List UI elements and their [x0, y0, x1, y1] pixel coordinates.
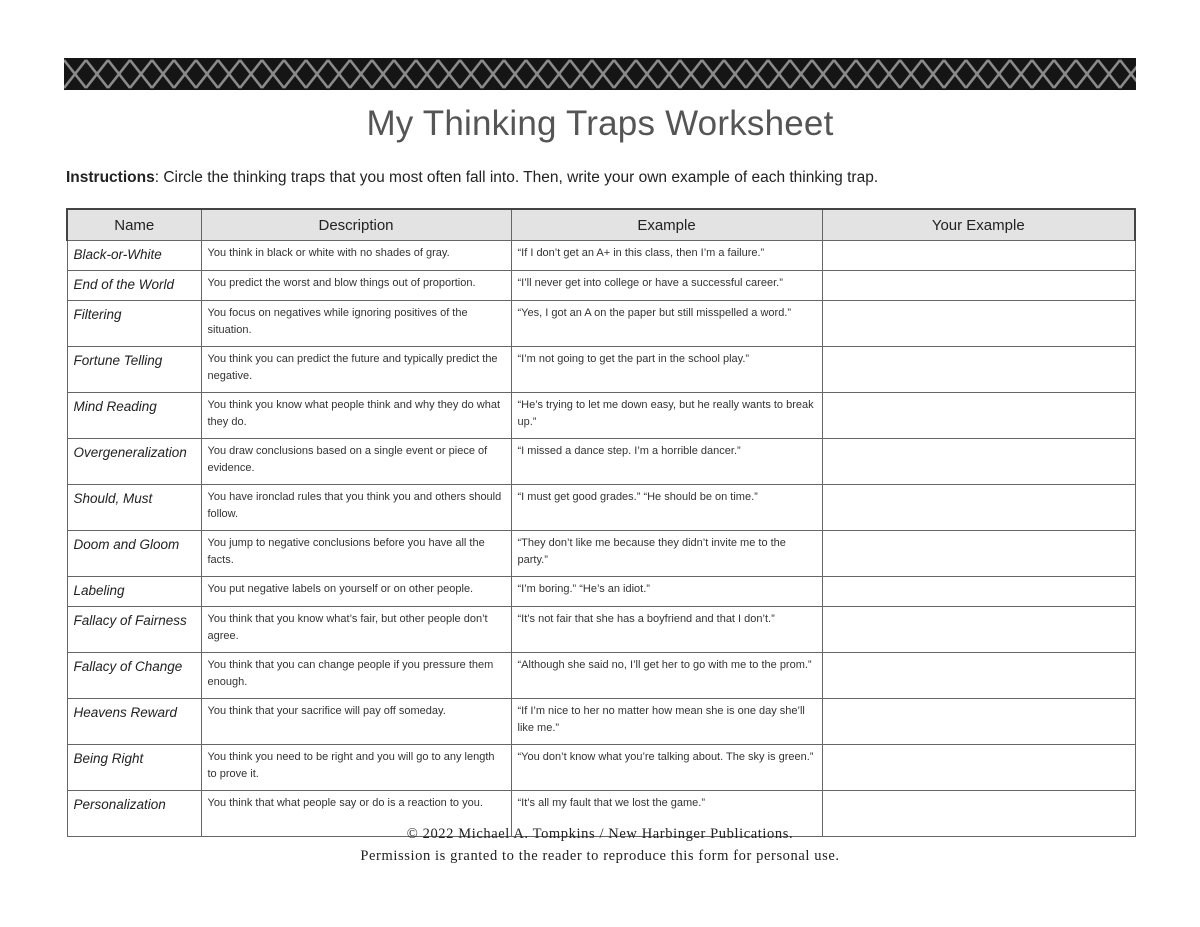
- trap-name: Filtering: [67, 301, 201, 347]
- header-description: Description: [201, 209, 511, 241]
- table-row: [67, 271, 1135, 301]
- trap-description: You think that your sacrifice will pay off someday.: [201, 699, 511, 745]
- trap-description: You have ironclad rules that you think you and others should follow.: [201, 485, 511, 531]
- trap-example: “Yes, I got an A on the paper but still misspelled a word.”: [511, 301, 822, 347]
- trap-name: Labeling: [67, 577, 201, 607]
- header-name: Name: [67, 209, 201, 241]
- trap-example: “If I don’t get an A+ in this class, then I’m a failure.”: [511, 241, 822, 271]
- your-example-field[interactable]: [822, 485, 1135, 531]
- trap-description: You jump to negative conclusions before you have all the facts.: [201, 531, 511, 577]
- instructions-label: Instructions: [66, 169, 155, 186]
- table-header-row: [67, 209, 1135, 241]
- trap-example: “You don’t know what you’re talking about. The sky is green.”: [511, 745, 822, 791]
- trap-example: “He’s trying to let me down easy, but he really wants to break up.”: [511, 393, 822, 439]
- table-row: [67, 485, 1135, 531]
- table-row: [67, 241, 1135, 271]
- trap-name: End of the World: [67, 271, 201, 301]
- your-example-field[interactable]: [822, 241, 1135, 271]
- table-row: [67, 745, 1135, 791]
- trap-description: You think you need to be right and you will go to any length to prove it.: [201, 745, 511, 791]
- your-example-field[interactable]: [822, 301, 1135, 347]
- your-example-field[interactable]: [822, 745, 1135, 791]
- trap-description: You put negative labels on yourself or on other people.: [201, 577, 511, 607]
- table-row: [67, 301, 1135, 347]
- trap-description: You think you know what people think and why they do what they do.: [201, 393, 511, 439]
- trap-name: Heavens Reward: [67, 699, 201, 745]
- trap-example: “It’s not fair that she has a boyfriend and that I don’t.”: [511, 607, 822, 653]
- trap-name: Personalization: [67, 791, 201, 837]
- trap-name: Fallacy of Fairness: [67, 607, 201, 653]
- trap-name: Doom and Gloom: [67, 531, 201, 577]
- your-example-field[interactable]: [822, 271, 1135, 301]
- trap-description: You think that what people say or do is a reaction to you.: [201, 791, 511, 837]
- trap-example: “Although she said no, I’ll get her to go with me to the prom.”: [511, 653, 822, 699]
- your-example-field[interactable]: [822, 699, 1135, 745]
- table-row: [67, 653, 1135, 699]
- trap-name: Black-or-White: [67, 241, 201, 271]
- trap-example: “I’m not going to get the part in the school play.”: [511, 347, 822, 393]
- instructions-text: : Circle the thinking traps that you most often fall into. Then, write your own example of each thinking trap.: [154, 169, 879, 186]
- table-row: [67, 699, 1135, 745]
- trap-example: “It’s all my fault that we lost the game.”: [511, 791, 822, 837]
- table-row: [67, 439, 1135, 485]
- page-title: My Thinking Traps Worksheet: [366, 104, 834, 143]
- your-example-field[interactable]: [822, 531, 1135, 577]
- your-example-field[interactable]: [822, 347, 1135, 393]
- copyright-notice: © 2022 Michael A. Tompkins / New Harbinger Publications.: [406, 826, 794, 842]
- table-row: [67, 531, 1135, 577]
- your-example-field[interactable]: [822, 607, 1135, 653]
- trap-example: “I’ll never get into college or have a successful career.”: [511, 271, 822, 301]
- trap-name: Fortune Telling: [67, 347, 201, 393]
- trap-description: You predict the worst and blow things out of proportion.: [201, 271, 511, 301]
- your-example-field[interactable]: [822, 653, 1135, 699]
- trap-example: “I missed a dance step. I’m a horrible dancer.”: [511, 439, 822, 485]
- trap-name: Fallacy of Change: [67, 653, 201, 699]
- trap-example: “They don’t like me because they didn’t invite me to the party.”: [511, 531, 822, 577]
- decorative-banner: [64, 58, 1136, 90]
- trap-example: “If I’m nice to her no matter how mean she is one day she’ll like me.”: [511, 699, 822, 745]
- trap-description: You draw conclusions based on a single event or piece of evidence.: [201, 439, 511, 485]
- table-row: [67, 347, 1135, 393]
- trap-description: You think that you know what’s fair, but other people don’t agree.: [201, 607, 511, 653]
- trap-name: Being Right: [67, 745, 201, 791]
- header-your-example: Your Example: [822, 209, 1135, 241]
- trap-description: You think that you can change people if you pressure them enough.: [201, 653, 511, 699]
- trap-description: You focus on negatives while ignoring positives of the situation.: [201, 301, 511, 347]
- table-row: [67, 577, 1135, 607]
- trap-example: “I must get good grades.” “He should be on time.”: [511, 485, 822, 531]
- your-example-field[interactable]: [822, 577, 1135, 607]
- trap-name: Should, Must: [67, 485, 201, 531]
- instructions: [66, 169, 1136, 187]
- permission-notice: Permission is granted to the reader to reproduce this form for personal use.: [360, 848, 840, 864]
- table-row: [67, 393, 1135, 439]
- your-example-field[interactable]: [822, 439, 1135, 485]
- trap-name: Overgeneralization: [67, 439, 201, 485]
- trap-description: You think in black or white with no shades of gray.: [201, 241, 511, 271]
- trap-description: You think you can predict the future and typically predict the negative.: [201, 347, 511, 393]
- table-row: [67, 607, 1135, 653]
- trap-example: “I’m boring.” “He’s an idiot.”: [511, 577, 822, 607]
- trap-name: Mind Reading: [67, 393, 201, 439]
- your-example-field[interactable]: [822, 393, 1135, 439]
- header-example: Example: [511, 209, 822, 241]
- thinking-traps-table: [66, 208, 1136, 837]
